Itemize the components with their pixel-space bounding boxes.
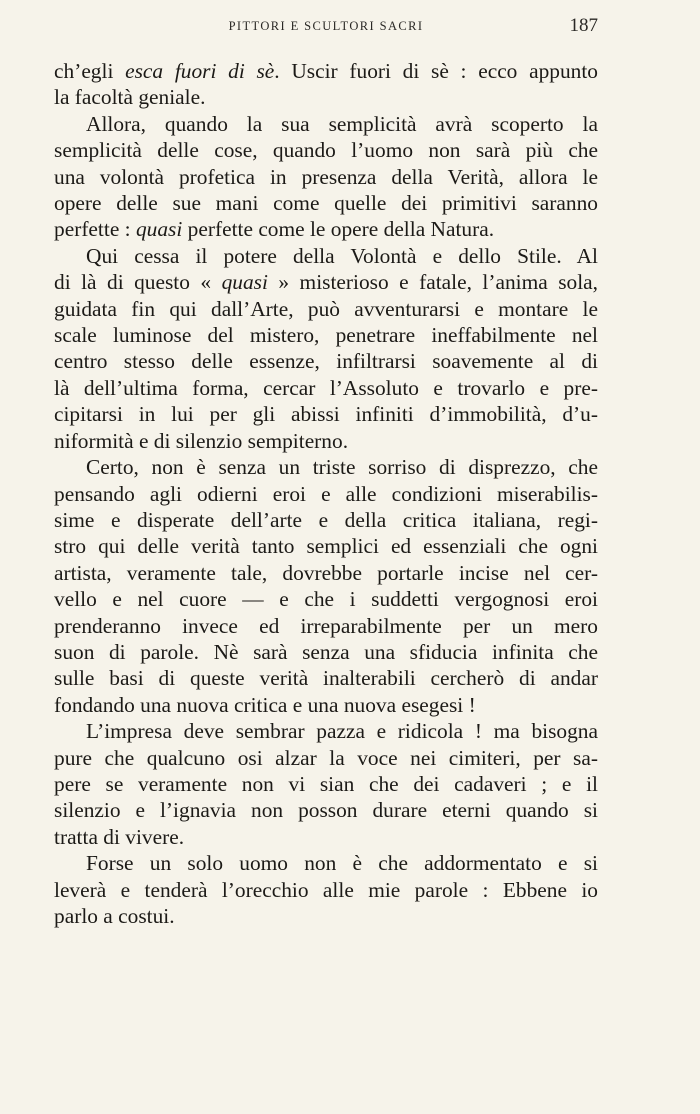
text-line: [54, 454, 598, 480]
text-line: [54, 718, 598, 744]
text-run: Certo, non è senza un triste sorriso di disprezzo, che: [86, 455, 598, 480]
text-run: . Uscir fuori di sè : ecco appunto: [274, 59, 598, 83]
text-line: [54, 243, 598, 269]
paragraph: [54, 243, 598, 454]
text-line: [54, 137, 598, 163]
text-run: artista, veramente tale, dovrebbe portarle incise nel cer-: [54, 560, 598, 585]
text-line: [54, 903, 598, 929]
text-line: [54, 745, 598, 771]
text-line: [54, 533, 598, 559]
text-run: pensando agli odierni eroi e alle condizioni miserabilis-: [54, 481, 598, 506]
text-line: [54, 586, 598, 612]
text-line: [54, 269, 598, 295]
text-run: opere delle sue mani come quelle dei primitivi saranno: [54, 191, 598, 216]
text-run: prenderanno invece ed irreparabilmente per un mero: [54, 613, 598, 638]
text-line: [54, 322, 598, 348]
text-line: [54, 850, 598, 876]
text-run: parlo a costui.: [54, 904, 175, 928]
text-run: di là di questo «: [54, 270, 222, 295]
paragraph: [54, 454, 598, 718]
text-line: [54, 824, 598, 850]
text-run: sime e disperate dell’arte e della critica italiana, regi-: [54, 507, 598, 532]
text-line: [54, 639, 598, 665]
text-line: [54, 296, 598, 322]
text-run: semplicità delle cose, quando l’uomo non sarà più che: [54, 138, 598, 163]
text-line: [54, 692, 598, 718]
text-run: perfette :: [54, 217, 136, 242]
text-line: [54, 877, 598, 903]
running-head: [54, 15, 598, 43]
text-line: [54, 190, 598, 216]
paragraph: [54, 111, 598, 243]
text-run: sulle basi di queste verità inalterabili cercherò di andar: [54, 666, 598, 691]
text-run: Qui cessa il potere della Volontà e dello Stile. Al: [86, 243, 598, 268]
text-run: centro stesso delle essenze, infiltrarsi soavemente al di: [54, 349, 598, 374]
header-title: PITTORI E SCULTORI SACRI: [228, 19, 424, 33]
text-run: niformità e di silenzio sempiterno.: [54, 428, 349, 453]
italic-run: esca fuori di sè: [125, 59, 275, 83]
page-number: 187: [569, 15, 598, 36]
text-run: scale luminose del mistero, penetrare ineffabilmente nel: [54, 323, 598, 348]
text-run: perfette come le opere della Natura.: [182, 217, 495, 242]
paragraph: [54, 850, 598, 929]
text-run: pere se veramente non vi sian che dei cadaveri ; e il: [54, 771, 598, 796]
text-run: fondando una nuova critica e una nuova esegesi !: [54, 692, 476, 717]
paragraph: [54, 718, 598, 850]
text-line: [54, 216, 598, 242]
text-run: cipitarsi in lui per gli abissi infiniti d’immobilità, d’u-: [54, 402, 598, 427]
text-line: [54, 771, 598, 797]
text-run: là dell’ultima forma, cercar l’Assoluto e trovarlo e pre-: [54, 375, 598, 400]
text-run: L’impresa deve sembrar pazza e ridicola ! ma bisogna: [86, 719, 598, 744]
text-run: guidata fin qui dall’Arte, può avventurarsi e montare le: [54, 296, 598, 321]
text-line: [54, 401, 598, 427]
text-run: Allora, quando la sua semplicità avrà scoperto la: [86, 111, 598, 136]
text-line: [54, 164, 598, 190]
text-run: leverà e tenderà l’orecchio alle mie parole : Ebbene io: [54, 877, 598, 902]
text-line: [54, 613, 598, 639]
paragraph: [54, 58, 598, 111]
text-line: [54, 58, 598, 84]
text-line: [54, 560, 598, 586]
text-line: [54, 348, 598, 374]
text-run: stro qui delle verità tanto semplici ed essenziali che ogni: [54, 534, 598, 559]
body-text: [54, 58, 598, 929]
text-run: silenzio e l’ignavia non posson durare eterni quando si: [54, 798, 598, 823]
text-run: pure che qualcuno osi alzar la voce nei cimiteri, per sa-: [54, 745, 598, 770]
italic-run: quasi: [135, 217, 183, 242]
text-line: [54, 797, 598, 823]
text-line: [54, 84, 598, 110]
text-run: vello e nel cuore — e che i suddetti vergognosi eroi: [54, 587, 598, 612]
text-run: ch’egli: [54, 59, 126, 83]
text-line: [54, 507, 598, 533]
text-run: tratta di vivere.: [54, 824, 185, 849]
text-line: [54, 111, 598, 137]
text-run: Forse un solo uomo non è che addormentato e si: [86, 851, 598, 876]
text-line: [54, 375, 598, 401]
text-line: [54, 428, 598, 454]
italic-run: quasi: [221, 270, 268, 295]
text-run: la facoltà geniale.: [54, 85, 206, 110]
text-run: una volontà profetica in presenza della Verità, allora le: [54, 164, 598, 189]
text-run: suon di parole. Nè sarà senza una sfiducia infinita che: [54, 639, 598, 664]
text-line: [54, 665, 598, 691]
text-run: » misterioso e fatale, l’anima sola,: [267, 270, 599, 295]
text-line: [54, 481, 598, 507]
